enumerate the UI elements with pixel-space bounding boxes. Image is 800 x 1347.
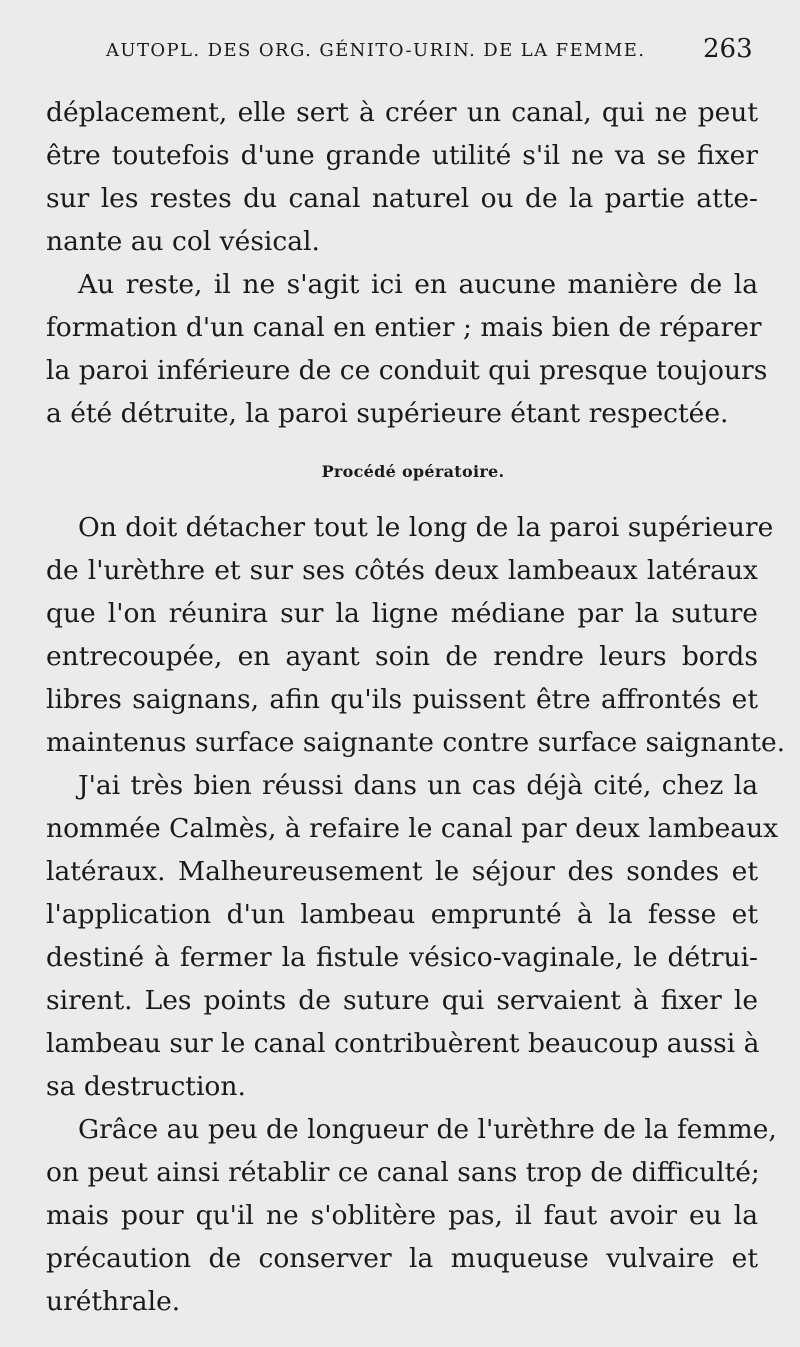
text-line: déplacement, elle sert à créer un canal, qui ne peut	[46, 97, 758, 128]
text-line: Au reste, il ne s'agit ici en aucune manière de la	[78, 269, 758, 300]
text-line: précaution de conserver la muqueuse vulvaire et	[46, 1243, 758, 1274]
text-line: que l'on réunira sur la ligne médiane par la suture	[46, 598, 758, 629]
text-line: être toutefois d'une grande utilité s'il ne va se fixer	[46, 140, 758, 171]
text-line: formation d'un canal en entier ; mais bien de réparer	[46, 312, 762, 343]
text-line: latéraux. Malheureusement le séjour des sondes et	[46, 856, 758, 887]
page-number: 263	[703, 34, 753, 64]
text-line: nommée Calmès, à refaire le canal par deux lambeaux	[46, 813, 779, 844]
text-line: la paroi inférieure de ce conduit qui presque toujours	[46, 355, 768, 386]
paragraph-5	[46, 1108, 777, 1323]
text-line: lambeau sur le canal contribuèrent beaucoup aussi à	[46, 1028, 760, 1059]
text-line: On doit détacher tout le long de la paroi supérieure	[78, 512, 774, 543]
text-line: libres saignans, afin qu'ils puissent être affrontés et	[46, 684, 758, 715]
text-line: nante au col vésical.	[46, 226, 320, 257]
running-head: AUTOPL. DES ORG. GÉNITO-URIN. DE LA FEMME.	[106, 40, 646, 61]
text-line: sur les restes du canal naturel ou de la partie atte-	[46, 183, 758, 214]
page-body	[46, 91, 786, 1323]
text-line: J'ai très bien réussi dans un cas déjà cité, chez la	[78, 770, 758, 801]
paragraph-1	[46, 91, 758, 263]
text-line: de l'urèthre et sur ses côtés deux lambeaux latéraux	[46, 555, 758, 586]
text-line: l'application d'un lambeau emprunté à la fesse et	[46, 899, 758, 930]
section-heading: Procédé opératoire.	[321, 462, 505, 481]
paragraph-3	[46, 506, 786, 764]
text-line: Grâce au peu de longueur de l'urèthre de la femme,	[78, 1114, 777, 1145]
text-line: sirent. Les points de suture qui servaient à fixer le	[46, 985, 758, 1016]
text-line: entrecoupée, en ayant soin de rendre leurs bords	[46, 641, 758, 672]
text-line: maintenus surface saignante contre surface saignante.	[46, 727, 786, 758]
page-header	[0, 28, 800, 78]
text-line: mais pour qu'il ne s'oblitère pas, il faut avoir eu la	[46, 1200, 758, 1231]
text-line: sa destruction.	[46, 1071, 246, 1102]
text-line: on peut ainsi rétablir ce canal sans trop de difficulté;	[46, 1157, 760, 1188]
text-line: uréthrale.	[46, 1286, 181, 1317]
text-line: a été détruite, la paroi supérieure étant respectée.	[46, 398, 729, 429]
text-line: destiné à fermer la fistule vésico-vaginale, le détrui-	[46, 942, 758, 973]
paragraph-4	[46, 764, 779, 1108]
paragraph-2	[46, 263, 768, 435]
